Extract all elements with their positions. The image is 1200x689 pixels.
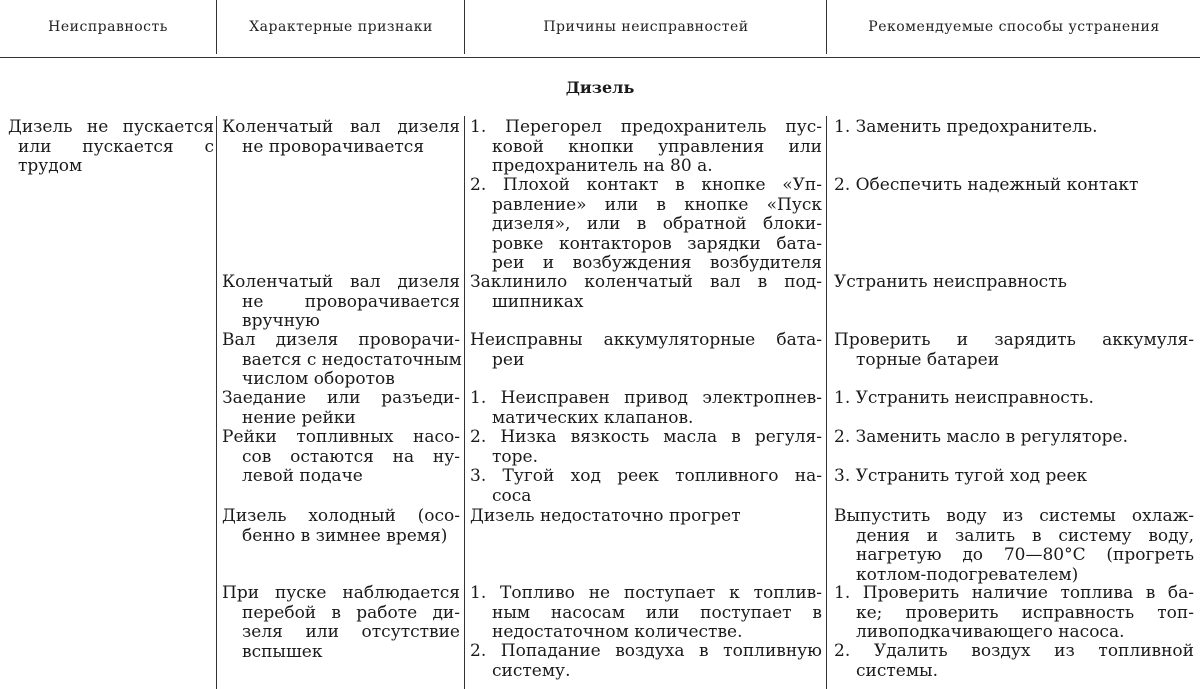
remedy-line: 2. Заменить масло в регуляторе. (834, 427, 1129, 447)
header-divider (464, 0, 465, 54)
remedy-line: котлом-подогревателем) (856, 564, 1079, 585)
sign-cell (222, 389, 460, 428)
remedy-line: Выпустить воду из системы охлаж- (834, 506, 1194, 526)
column-divider (216, 116, 217, 689)
header-divider (826, 0, 827, 54)
remedy-line: 2. Удалить воздух из топливной (834, 641, 1194, 661)
cause-cell (470, 584, 822, 643)
cause-line: 1. Топливо не поступает к топлив- (470, 583, 822, 603)
cause-line: шипниках (492, 291, 584, 312)
header-causes: Причины неисправностей (543, 19, 749, 35)
column-divider (464, 116, 465, 689)
sign-line: Рейки топливных насо- (222, 427, 460, 447)
cause-cell (470, 273, 822, 312)
cause-line: 2. Плохой контакт в кнопке «Уп- (470, 175, 822, 195)
remedy-cell (834, 507, 1194, 585)
column-divider (826, 116, 827, 689)
remedy-line: 1. Заменить предохранитель. (834, 117, 1098, 137)
sign-line: вспышек (242, 641, 323, 662)
remedy-cell (834, 273, 1194, 293)
remedy-line: 3. Устранить тугой ход реек (834, 466, 1088, 486)
fault-line: Дизель не пускается (8, 117, 214, 137)
cause-line: торе. (492, 446, 538, 467)
remedy-cell (834, 118, 1194, 138)
remedy-line: нагретую до 70—80°С (прогреть (856, 545, 1194, 565)
cause-line: реи (492, 349, 525, 370)
remedy-line: 1. Устранить неисправность. (834, 388, 1094, 408)
sign-cell (222, 428, 460, 487)
remedy-cell (834, 642, 1194, 681)
sign-line: левой подаче (242, 466, 363, 486)
sign-cell (222, 584, 460, 662)
remedy-line: Проверить и зарядить аккумуля- (834, 330, 1194, 350)
cause-cell (470, 118, 822, 177)
cause-line: 2. Попадание воздуха в топливную (470, 641, 822, 661)
remedy-cell (834, 176, 1194, 196)
sign-line: перебой в работе ди- (242, 602, 460, 623)
sign-line: не проворачивается (242, 136, 425, 157)
sign-line: бенно в зимнее время) (242, 525, 448, 546)
cause-line: Неисправны аккумуляторные бата- (470, 330, 822, 350)
cause-line: Дизель недостаточно прогрет (470, 506, 741, 526)
remedy-cell (834, 331, 1194, 370)
cause-line: ровке контакторов зарядки бата- (492, 233, 822, 254)
cause-line: ковой кнопки управления или (492, 136, 822, 157)
header-signs: Характерные признаки (249, 19, 433, 35)
sign-line: сов остаются на ну- (242, 446, 460, 467)
cause-cell (470, 467, 822, 506)
remedy-line: дения и залить в систему воду, (856, 525, 1194, 546)
cause-cell (470, 428, 822, 467)
sign-cell (222, 507, 460, 546)
cause-line: равление» или в кнопке «Пуск (492, 194, 822, 215)
cause-line: 1. Неисправен привод электропнев- (470, 388, 822, 408)
cause-cell (470, 389, 822, 428)
remedy-cell (834, 584, 1194, 643)
sign-line: вается с недостаточным (242, 349, 462, 370)
sign-line: зеля или отсутствие (242, 622, 460, 642)
remedy-cell (834, 467, 1194, 487)
cause-cell (470, 642, 822, 681)
fault-cell (8, 118, 214, 177)
sign-line: вручную (242, 311, 320, 331)
remedy-line: 1. Проверить наличие топлива в ба- (834, 583, 1194, 603)
remedy-line: ке; проверить исправность топ- (856, 602, 1194, 623)
remedy-cell (834, 428, 1194, 448)
cause-line: предохранитель на 80 а. (492, 156, 713, 176)
sign-line: Коленчатый вал дизеля (222, 272, 460, 292)
remedy-line: системы. (856, 660, 938, 681)
sign-line: Вал дизеля проворачи- (222, 330, 460, 350)
sign-cell (222, 331, 460, 390)
cause-line: соса (492, 485, 532, 506)
sign-line: Дизель холодный (осо- (222, 506, 460, 526)
remedy-line: Устранить неисправность (834, 272, 1067, 292)
sign-cell (222, 273, 460, 332)
cause-line: реи и возбуждения возбудителя (492, 253, 822, 273)
remedy-line: ливоподкачивающего насоса. (856, 622, 1125, 642)
fault-line: или пускается с (18, 136, 214, 157)
cause-cell (470, 176, 822, 274)
cause-cell (470, 331, 822, 370)
sign-cell (222, 118, 460, 157)
header-divider (216, 0, 217, 54)
cause-line: недостаточном количестве. (492, 622, 743, 642)
header-fault: Неисправность (48, 19, 168, 35)
header-bottom-rule (0, 57, 1200, 58)
cause-cell (470, 507, 822, 527)
remedy-line: торные батареи (856, 349, 1000, 370)
fault-line: трудом (18, 156, 83, 176)
cause-line: Заклинило коленчатый вал в под- (470, 272, 822, 292)
cause-line: 1. Перегорел предохранитель пус- (470, 117, 822, 137)
cause-line: 3. Тугой ход реек топливного на- (470, 466, 822, 486)
sign-line: не проворачивается (242, 291, 460, 312)
cause-line: ным насосам или поступает в (492, 602, 822, 623)
remedy-line: 2. Обеспечить надежный контакт (834, 175, 1139, 195)
cause-line: систему. (492, 660, 571, 681)
sign-line: числом оборотов (242, 369, 395, 389)
cause-line: 2. Низка вязкость масла в регуля- (470, 427, 822, 447)
header-remedies: Рекомендуемые способы устранения (868, 19, 1160, 35)
sign-line: Коленчатый вал дизеля (222, 117, 460, 137)
section-title: Дизель (565, 78, 635, 97)
cause-line: матических клапанов. (492, 407, 694, 428)
sign-line: нение рейки (242, 407, 356, 428)
remedy-cell (834, 389, 1194, 409)
sign-line: При пуске наблюдается (222, 583, 460, 603)
cause-line: дизеля», или в обратной блоки- (492, 214, 822, 234)
sign-line: Заедание или разъеди- (222, 388, 460, 408)
